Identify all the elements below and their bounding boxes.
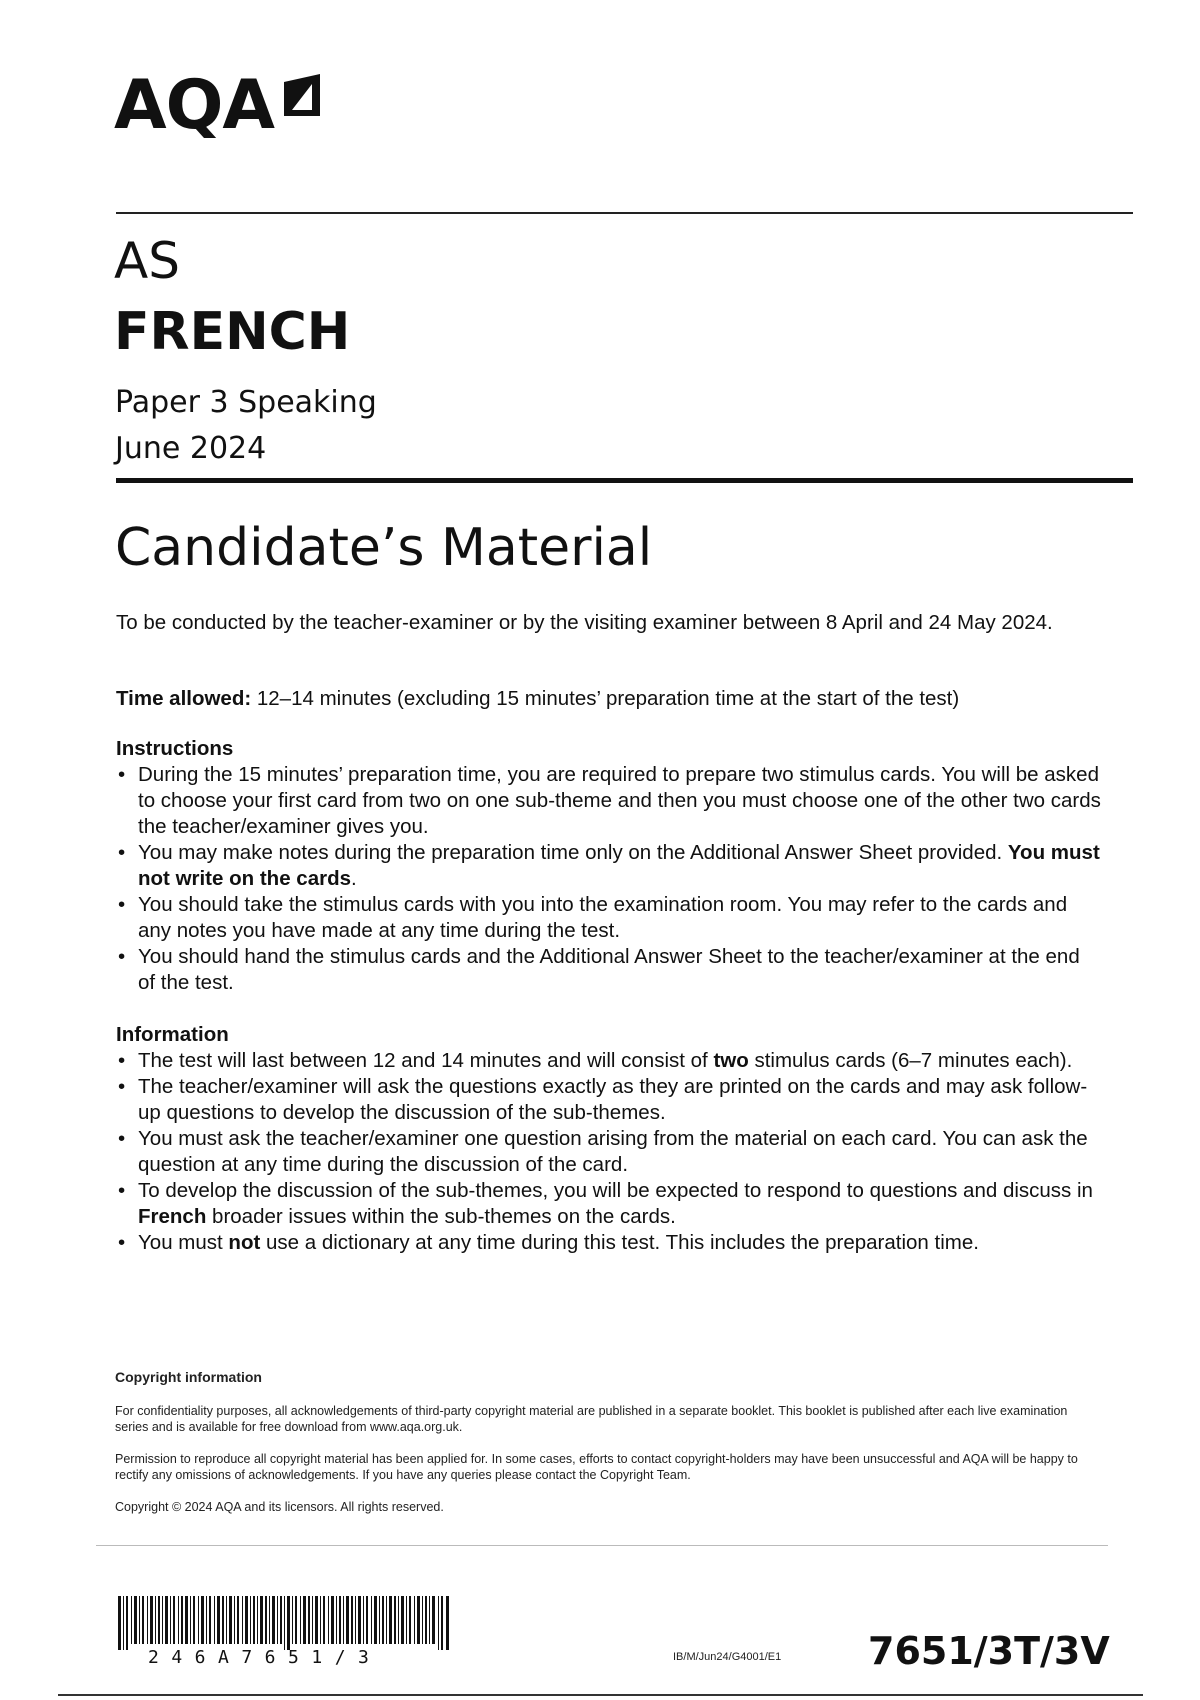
footer-divider xyxy=(96,1545,1108,1546)
aqa-logo-mark-icon xyxy=(280,72,326,120)
information-heading: Information xyxy=(116,1023,229,1046)
page-title: Candidate’s Material xyxy=(115,518,653,578)
intro-text: To be conducted by the teacher-examiner or by the visiting examiner between 8 April and 24 May 2024. xyxy=(116,611,1053,634)
list-item: • You must ask the teacher/examiner one question arising from the material on each card. You can ask the question at any time during the discussion of the card. xyxy=(116,1126,1101,1178)
list-item: • You may make notes during the preparation time only on the Additional Answer Sheet provided. You must not write on the cards. xyxy=(116,840,1101,892)
title-divider xyxy=(116,478,1133,483)
list-item: • During the 15 minutes’ preparation time, you are required to prepare two stimulus cards. You will be asked to choose your first card from two on one sub-theme and then you must choose one of the other two cards the teacher/examiner gives you. xyxy=(116,762,1101,840)
paper-code: 7651/3T/3V xyxy=(868,1629,1110,1673)
barcode-digits: 246A7651/3 xyxy=(148,1647,382,1668)
list-item: • The test will last between 12 and 14 minutes and will consist of two stimulus cards (6–7 minutes each). xyxy=(116,1048,1101,1074)
list-item: • You should hand the stimulus cards and the Additional Answer Sheet to the teacher/examiner at the end of the test. xyxy=(116,944,1101,996)
barcode-icon xyxy=(118,1596,450,1650)
instructions-section xyxy=(116,736,1101,996)
copyright-para-3: Copyright © 2024 AQA and its licensors. All rights reserved. xyxy=(115,1500,444,1514)
paper-name: Paper 3 Speaking xyxy=(115,385,377,420)
list-item: • You should take the stimulus cards with you into the examination room. You may refer to the cards and any notes you have made at any time during the test. xyxy=(116,892,1101,944)
document-reference: IB/M/Jun24/G4001/E1 xyxy=(673,1651,782,1663)
list-item: • The teacher/examiner will ask the questions exactly as they are printed on the cards and may ask follow-up questions to develop the discussion of the sub-themes. xyxy=(116,1074,1101,1126)
copyright-heading: Copyright information xyxy=(115,1369,262,1385)
instructions-list xyxy=(116,762,1101,996)
information-section xyxy=(116,1022,1101,1256)
copyright-para-1: For confidentiality purposes, all acknowledgements of third-party copyright material are published in a separate booklet. This booklet is published after each live examination series and is available for free download from www.aqa.org.uk. xyxy=(115,1404,1068,1434)
subject-title: FRENCH xyxy=(114,302,351,362)
aqa-logo xyxy=(114,66,326,145)
list-item: • To develop the discussion of the sub-themes, you will be expected to respond to questions and discuss in French broader issues within the sub-themes on the cards. xyxy=(116,1178,1101,1230)
copyright-para-2: Permission to reproduce all copyright material has been applied for. In some cases, efforts to contact copyright-holders may have been unsuccessful and AQA will be happy to rectify any omissions of acknowledgements. If you have any queries please contact the Copyright Team. xyxy=(115,1452,1078,1482)
instructions-heading: Instructions xyxy=(116,737,234,760)
exam-session: June 2024 xyxy=(115,431,267,466)
logo-text: AQA xyxy=(114,66,275,145)
time-allowed xyxy=(116,686,1101,712)
bottom-divider xyxy=(58,1694,1143,1696)
list-item: • You must not use a dictionary at any time during this test. This includes the preparation time. xyxy=(116,1230,1101,1256)
information-list xyxy=(116,1048,1101,1256)
time-allowed-label: Time allowed: xyxy=(116,687,252,710)
header-divider xyxy=(116,212,1133,214)
time-allowed-value: 12–14 minutes (excluding 15 minutes’ preparation time at the start of the test) xyxy=(251,687,960,710)
copyright-section xyxy=(115,1369,1095,1515)
qualification-level: AS xyxy=(114,232,180,290)
